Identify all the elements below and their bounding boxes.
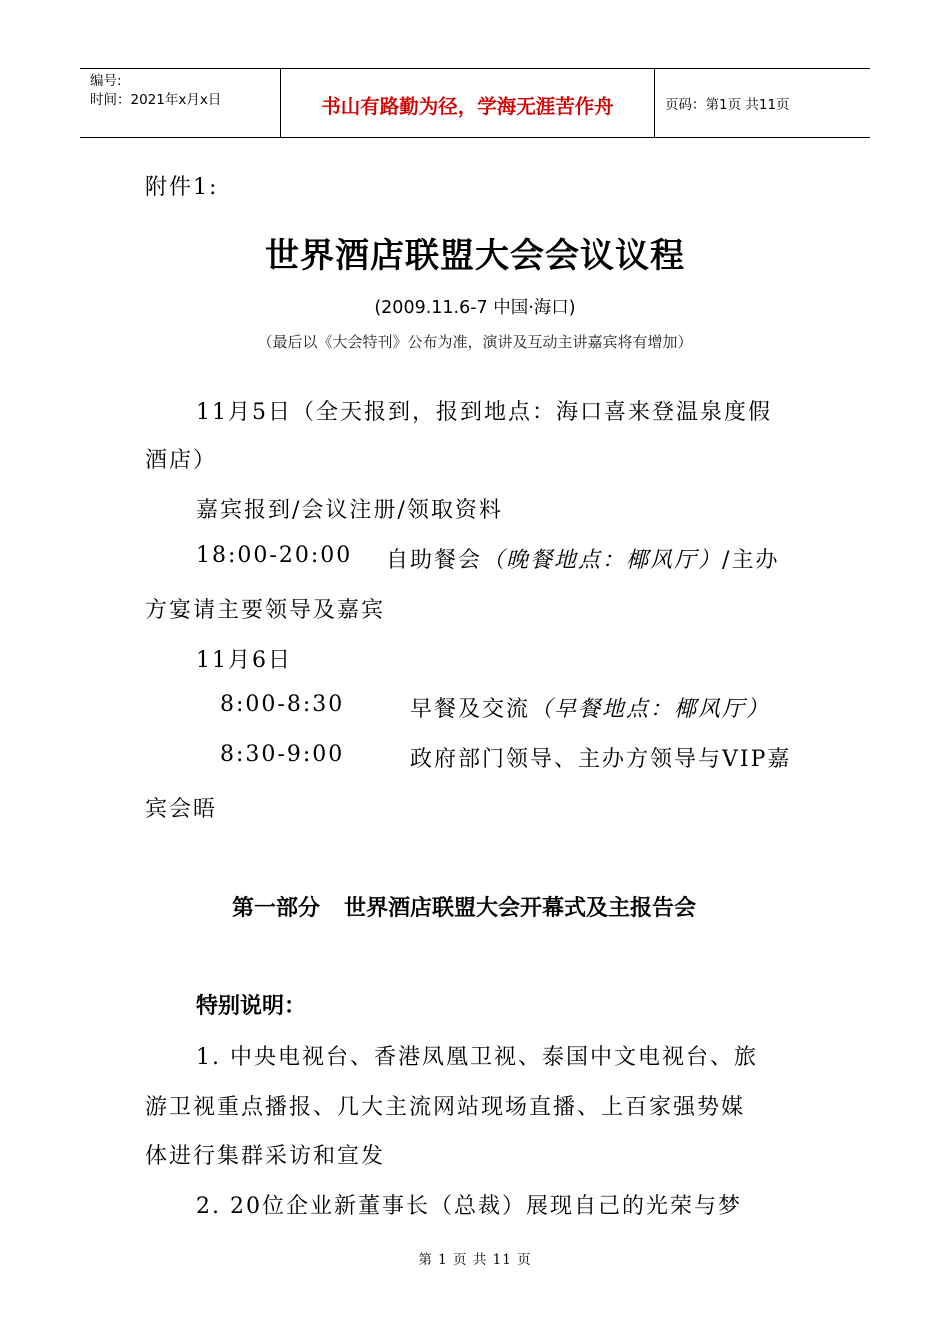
number-label: 编号: — [90, 73, 122, 89]
attachment-label: 附件1: — [145, 175, 219, 200]
day1-line2: 酒店） — [145, 448, 218, 473]
day2-breakfast — [410, 692, 770, 723]
page-subtitle: (2009.11.6-7 中国·海口) — [374, 298, 576, 318]
special-item2-line1: 2. 20位企业新董事长（总裁）展现自己的光荣与梦 — [196, 1194, 742, 1219]
dinner-event: 自助餐会 — [386, 548, 483, 573]
page-footer: 第 1 页 共 11 页 — [418, 1252, 532, 1268]
day2-meeting-event: 政府部门领导、主办方领导与VIP嘉 — [410, 747, 792, 772]
special-item1-line2: 游卫视重点播报、几大主流网站现场直播、上百家强势媒 — [145, 1095, 746, 1120]
section-name: 世界酒店联盟大会开幕式及主报告会 — [344, 896, 697, 921]
day1-dinner-line2: 方宴请主要领导及嘉宾 — [145, 598, 386, 623]
document-header — [80, 68, 870, 138]
special-item1-line3: 体进行集群采访和宣发 — [145, 1144, 386, 1169]
header-motto: 书山有路勤为径，学海无涯苦作舟 — [281, 69, 655, 137]
breakfast-location: （早餐地点：椰风厅） — [530, 697, 771, 722]
section-part: 第一部分 — [232, 896, 321, 921]
day2-breakfast-time: 8:00-8:30 — [220, 692, 345, 717]
header-page-info: 页码：第1页 共11页 — [665, 97, 790, 113]
day2-date: 11月6日 — [196, 648, 292, 673]
special-heading: 特别说明： — [196, 994, 307, 1019]
dinner-location: （晚餐地点：椰风厅） — [482, 548, 723, 573]
day1-dinner — [386, 543, 779, 574]
dinner-host: /主办 — [722, 548, 780, 573]
day2-meeting-line2: 宾会晤 — [145, 797, 218, 822]
day2-meeting-time: 8:30-9:00 — [220, 742, 345, 767]
time-label: 时间：2021年x月x日 — [90, 92, 222, 108]
special-item1-line1: 1. 中央电视台、香港凤凰卫视、泰国中文电视台、旅 — [196, 1045, 758, 1070]
day1-registration: 嘉宾报到/会议注册/领取资料 — [196, 498, 503, 523]
page-note: （最后以《大会特刊》公布为准，演讲及互动主讲嘉宾将有增加） — [257, 333, 693, 351]
page-title: 世界酒店联盟大会会议议程 — [265, 236, 685, 276]
day1-line1: 11月5日（全天报到，报到地点：海口喜来登温泉度假 — [196, 400, 772, 425]
day1-dinner-time: 18:00-20:00 — [196, 543, 353, 568]
section-heading — [232, 891, 696, 922]
breakfast-event: 早餐及交流 — [410, 697, 531, 722]
header-meta — [80, 69, 281, 137]
